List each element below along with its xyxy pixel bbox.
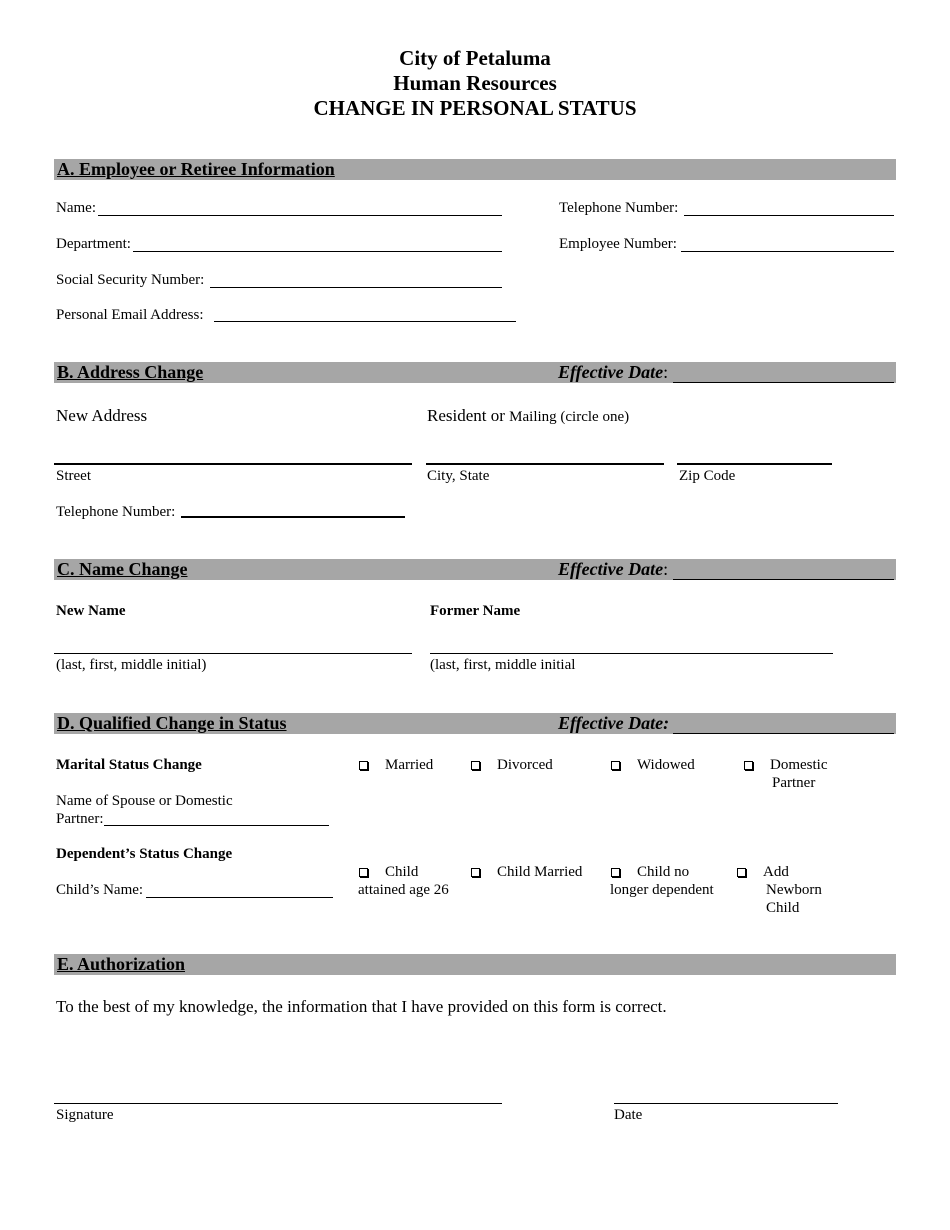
divorced-label: Divorced — [497, 757, 553, 773]
zip-code-field[interactable] — [677, 463, 832, 465]
former-name-hint: (last, first, middle initial — [430, 657, 576, 673]
zip-code-label: Zip Code — [679, 468, 736, 484]
spouse-name-field[interactable] — [104, 825, 329, 826]
section-b-title: B. Address Change — [57, 362, 204, 382]
section-c-effective-date-label: Effective Date: — [558, 559, 669, 579]
ssn-field[interactable] — [210, 287, 502, 288]
city-state-field[interactable] — [426, 463, 664, 465]
form-title-department: Human Resources — [393, 71, 557, 95]
form-title: CHANGE IN PERSONAL STATUS — [313, 96, 637, 120]
widowed-label: Widowed — [637, 757, 695, 773]
section-a-title: A. Employee or Retiree Information — [57, 159, 335, 179]
section-b-effective-date-field[interactable] — [673, 382, 894, 383]
add-newborn-checkbox[interactable] — [737, 868, 746, 877]
widowed-checkbox[interactable] — [611, 761, 620, 770]
authorization-statement: To the best of my knowledge, the information that I have provided on this form is correct. — [56, 997, 667, 1016]
dependent-status-heading: Dependent’s Status Change — [56, 846, 233, 862]
new-telephone-field[interactable] — [181, 516, 405, 518]
former-name-field[interactable] — [430, 653, 833, 654]
domestic-partner-checkbox[interactable] — [744, 761, 753, 770]
new-name-hint: (last, first, middle initial) — [56, 657, 207, 673]
date-label: Date — [614, 1107, 643, 1123]
city-state-label: City, State — [427, 468, 490, 484]
new-name-label: New Name — [56, 603, 126, 619]
email-label: Personal Email Address: — [56, 307, 204, 323]
email-field[interactable] — [214, 321, 516, 322]
department-field[interactable] — [133, 251, 502, 252]
spouse-label-line2: Partner: — [56, 811, 104, 827]
telephone-label: Telephone Number: — [559, 200, 679, 216]
child-no-longer-dependent-label-line1: Child no — [637, 864, 690, 880]
married-checkbox[interactable] — [359, 761, 368, 770]
child-married-label: Child Married — [497, 864, 583, 880]
married-label: Married — [385, 757, 434, 773]
add-newborn-label-line3: Child — [766, 900, 800, 916]
child-age-26-checkbox[interactable] — [359, 868, 368, 877]
child-age-26-label-line2: attained age 26 — [358, 882, 449, 898]
section-b-effective-date-label: Effective Date: — [558, 362, 669, 382]
street-field[interactable] — [54, 463, 412, 465]
child-no-longer-dependent-checkbox[interactable] — [611, 868, 620, 877]
ssn-label: Social Security Number: — [56, 272, 205, 288]
address-type-label: Resident or Mailing (circle one) — [427, 406, 630, 425]
child-name-label: Child’s Name: — [56, 882, 144, 898]
domestic-partner-label-line1: Domestic — [770, 757, 828, 773]
section-e-title: E. Authorization — [57, 954, 186, 974]
section-c-effective-date-field[interactable] — [673, 579, 894, 580]
telephone-field[interactable] — [684, 215, 894, 216]
child-name-field[interactable] — [146, 897, 333, 898]
form-title-city: City of Petaluma — [399, 46, 551, 70]
former-name-label: Former Name — [430, 603, 521, 619]
signature-field[interactable] — [54, 1103, 502, 1104]
new-address-label: New Address — [56, 406, 148, 425]
section-c-title: C. Name Change — [57, 559, 188, 579]
marital-status-heading: Marital Status Change — [56, 757, 202, 773]
add-newborn-label-line1: Add — [763, 864, 789, 880]
employee-number-field[interactable] — [681, 251, 894, 252]
date-field[interactable] — [614, 1103, 838, 1104]
new-telephone-label: Telephone Number: — [56, 504, 176, 520]
section-d-title: D. Qualified Change in Status — [57, 713, 287, 733]
signature-label: Signature — [56, 1107, 114, 1123]
add-newborn-label-line2: Newborn — [766, 882, 822, 898]
child-age-26-label-line1: Child — [385, 864, 419, 880]
section-d-effective-date-field[interactable] — [673, 733, 894, 734]
department-label: Department: — [56, 236, 131, 252]
divorced-checkbox[interactable] — [471, 761, 480, 770]
name-field[interactable] — [98, 215, 502, 216]
domestic-partner-label-line2: Partner — [772, 775, 816, 791]
child-married-checkbox[interactable] — [471, 868, 480, 877]
name-label: Name: — [56, 200, 96, 216]
street-label: Street — [56, 468, 91, 484]
child-no-longer-dependent-label-line2: longer dependent — [610, 882, 714, 898]
new-name-field[interactable] — [54, 653, 412, 654]
section-d-effective-date-label: Effective Date: — [558, 713, 670, 733]
spouse-label-line1: Name of Spouse or Domestic — [56, 793, 233, 809]
employee-number-label: Employee Number: — [559, 236, 677, 252]
